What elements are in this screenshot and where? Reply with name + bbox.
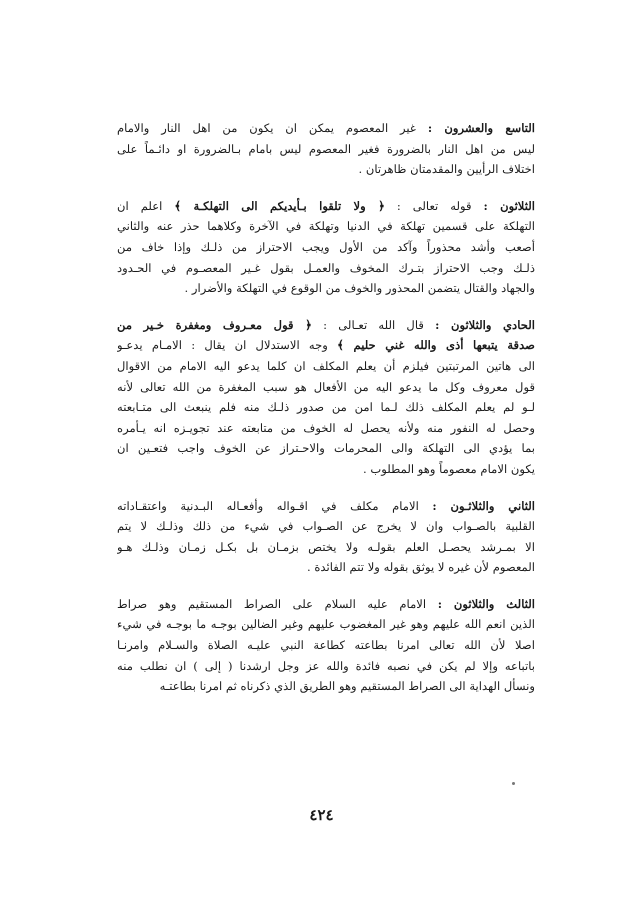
paragraph xyxy=(117,196,535,299)
text-line xyxy=(117,594,535,615)
text-run: باتباعه وإلا لم يكن في نصبه فائدة والله عز وجل ارشدنا ( إلى ) ان نطلب منه xyxy=(117,658,535,673)
paragraph xyxy=(117,315,535,480)
paragraph xyxy=(117,118,535,180)
text-line xyxy=(117,159,535,180)
page-mark xyxy=(512,782,515,785)
text-line xyxy=(117,557,535,578)
bold-run: الثلاثون : xyxy=(483,198,535,213)
paragraph xyxy=(117,496,535,578)
text-run: الى هاتين المرتبتين فيلزم أن يعلم المكلف ان كلما يدعو اليه الامام من الاقوال xyxy=(117,358,535,373)
text-run: وجه الاستدلال ان يقال : الامـام يدعـو xyxy=(117,338,338,353)
text-run: المعصوم لأن غيره لا يوثق بقوله ولا تتم الفائدة . xyxy=(306,560,535,575)
text-line xyxy=(117,397,535,418)
text-line xyxy=(117,118,535,139)
text-line xyxy=(117,418,535,439)
text-run: غير المعصوم يمكن ان يكون من اهل النار والامام xyxy=(117,121,428,135)
text-line xyxy=(117,278,535,299)
text-line xyxy=(117,335,535,356)
text-run: القلبية بالصـواب وان لا يخرج عن الصـواب في شيء من ذلك وذلـك لا يتم xyxy=(117,519,535,534)
text-line xyxy=(117,459,535,480)
text-line xyxy=(117,656,535,677)
text-run: ليس من اهل النار بالضرورة فغير المعصوم ليس بامام بـالضرورة او دائـماً على xyxy=(117,141,535,156)
text-line xyxy=(117,356,535,377)
text-run: اختلاف الرأيين والمقدمتان ظاهرتان . xyxy=(358,162,535,177)
text-run: يكون الامام معصوماً وهو المطلوب . xyxy=(363,461,535,476)
paragraph xyxy=(117,594,535,697)
text-line xyxy=(117,258,535,279)
text-run: التهلكة على قسمين تهلكة في الدنيا وتهلكة في الآخرة وكلاهما حذر عنه والثاني xyxy=(117,219,535,234)
text-run: قال الله تعـالى : xyxy=(311,317,436,332)
bold-run: ﴿ ولا تلقوا بـأيديكم الى التهلكـة ﴾ xyxy=(174,198,385,213)
text-line xyxy=(117,635,535,656)
text-run: الا بمـرشد يحصـل العلم بقولـه ولا يختص بزمـان بل بكـل زمـان وذلـك هـو xyxy=(117,539,535,554)
text-run: وحصل له النفور منه ولأنه يحصل له الخوف من متابعته عند تجويـزه انه يـأمره xyxy=(117,420,535,435)
text-line xyxy=(117,315,535,336)
text-run: ونسأل الهداية الى الصراط المستقيم وهو الطريق الذي ذكرناه ثم امرنا بطاعتـه xyxy=(159,679,535,694)
text-line xyxy=(117,438,535,459)
bold-run: الثاني والثلاثـون : xyxy=(432,498,535,513)
text-line xyxy=(117,537,535,558)
text-run: اعلم ان xyxy=(117,198,175,213)
bold-run: صدقة يتبعها أذى والله غني حليم ﴾ xyxy=(337,338,535,353)
text-line xyxy=(117,516,535,537)
text-run: قوله تعالى : xyxy=(384,198,484,213)
bold-run: التاسع والعشرون : xyxy=(427,121,535,135)
page-body xyxy=(117,118,535,713)
text-run: الامام مكلف في اقـواله وأفعـاله البـدنية واعتقـاداته xyxy=(117,498,433,513)
text-line xyxy=(117,614,535,635)
text-line xyxy=(117,139,535,160)
text-run: أصعب وأشد محذوراً وآكد من الأول ويجب الاحتراز من ذلـك وإذا خاف من xyxy=(117,239,535,254)
text-line xyxy=(117,216,535,237)
bold-run: الحادي والثلاثون : xyxy=(435,317,535,332)
text-run: لـو لم يعلم المكلف ذلك لـما امن من صدور ذلـك منه فلم ينبعث الى متـابعته xyxy=(117,400,535,415)
text-line xyxy=(117,377,535,398)
text-run: اصلا لأن الله تعالى امرنا بطاعته كطاعة النبي عليـه الصلاة والسـلام وامرنـا xyxy=(117,638,535,653)
text-line xyxy=(117,496,535,517)
bold-run: ﴿ قول معـروف ومغفرة خـير من xyxy=(117,317,312,332)
text-run: الامام عليه السلام على الصراط المستقيم وهو صراط xyxy=(117,596,438,611)
text-run: ذلـك وجب الاحتراز بتـرك المخوف والعمـل بقول غـير المعصـوم في الحـدود xyxy=(117,260,535,275)
text-line xyxy=(117,676,535,697)
text-run: بما يؤدي الى التهلكة والى المحرمات والاحـتراز عن الخوف واجب فتعـين ان xyxy=(117,441,535,456)
text-line xyxy=(117,196,535,217)
text-line xyxy=(117,237,535,258)
text-run: الذين انعم الله عليهم وهو غير المغضوب عليهم وغير الضالين بوجـه ما بوجـه في شيء xyxy=(117,617,535,632)
text-run: والجهاد والقتال يتضمن المحذور والخوف من الوقوع في التهلكة والأضرار . xyxy=(184,281,535,296)
page-number: ٤٢٤ xyxy=(309,806,334,824)
text-run: قول معروف وكل ما يدعو اليه من الأفعال هو سبب المغفرة من الله تعالى لأنه xyxy=(117,379,535,394)
bold-run: الثالث والثلاثون : xyxy=(437,596,535,611)
